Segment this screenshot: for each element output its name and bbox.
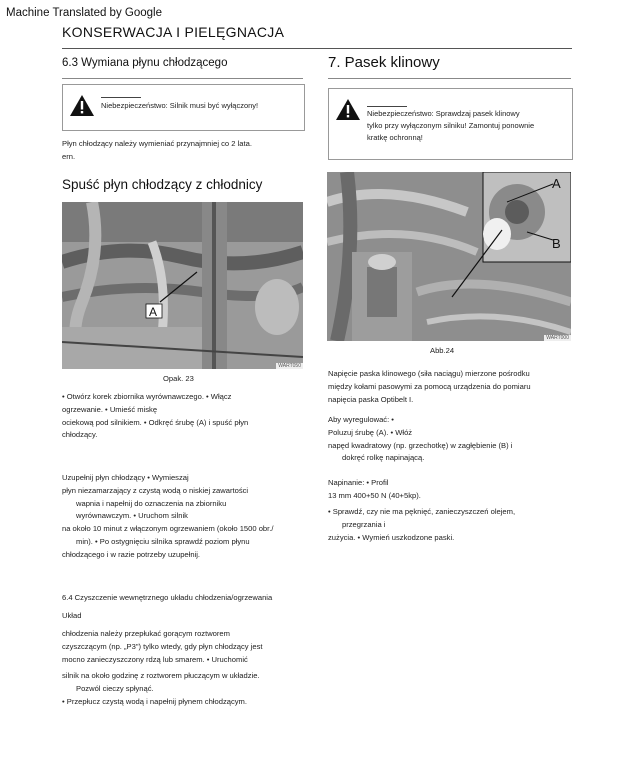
text-line: chłodzącego i w razie potrzeby uzupełnij. [62,549,201,559]
text-line: napięcia paska Optibelt I. [328,394,414,404]
paragraph-belt-tension [328,368,531,406]
text-line: • Otwórz korek zbiornika wyrównawczego. • Włącz [62,392,232,401]
text-line: tylko przy wyłączonym silniku! Zamontuj ponownie [367,121,535,130]
section-title-7: 7. Pasek klinowy [328,54,440,71]
photo-label-b: B [552,236,561,251]
photo-label-a: A [552,176,561,191]
radiator-photo-image [62,202,303,369]
warning-line [101,97,141,98]
photo-radiator-drain [62,202,303,369]
text-line: wyrównawczym. • Uruchom silnik [76,511,188,521]
text-line: Pozwól cieczy spłynąć. [76,684,154,694]
text-line: Płyn chłodzący należy wymieniać przynajmniej co 2 lata. [62,139,252,148]
text-line: Poluzuj śrubę (A). • Włóż [328,427,413,437]
text-line: między kołami pasowymi za pomocą urządzenia do pomiaru [328,381,531,391]
intro-paragraph [62,138,252,164]
text-line: płyn niezamarzający z czystą wodą o niskiej zawartości [62,485,249,495]
text-line: chłodzący. [62,430,98,440]
section-title-6-4: 6.4 Czyszczenie wewnętrznego układu chłodzenia/ogrzewania [62,593,273,602]
warning-triangle-icon [70,95,94,116]
text-line: na około 10 minut z włączonym ogrzewaniem (około 1500 obr./ [62,524,274,534]
section-title-6-3: 6.3 Wymiana płynu chłodzącego [62,57,228,69]
paragraph-drain-steps [62,391,248,442]
photo-tag: WART050 [278,363,301,369]
header-rule [62,48,572,49]
photo-v-belt [327,172,571,341]
text-line: mocno zanieczyszczony rdzą lub smarem. • Uruchomić [62,654,248,664]
caption-opak-23: Opak. 23 [163,374,194,383]
warning-box-left [62,84,305,131]
text-line: Napięcie paska klinowego (siła naciągu) mierzone pośrodku [328,369,530,378]
paragraph-refill-steps [62,472,273,562]
text-line: ogrzewanie. • Umieść miskę [62,404,158,414]
text-line: czyszczącym (np. „P3") tylko wtedy, gdy płyn chłodzący jest [62,641,263,651]
text-line: min). • Po ostygnięciu silnika sprawdź poziom płynu [76,536,250,546]
text-line: • Sprawdź, czy nie ma pęknięć, zanieczyszczeń olejem, [328,507,516,516]
subheading-drain: Spuść płyn chłodzący z chłodnicy [62,177,263,192]
text-line: zużycia. • Wymień uszkodzone paski. [328,532,455,542]
text-line: ociekową pod silnikiem. • Odkręć śrubę (A) i spuść płyn [62,417,249,427]
text-line: chłodzenia należy przepłukać gorącym roztworem [62,629,230,638]
text-line: wapnia i napełnij do oznaczenia na zbiorniku [76,498,227,508]
text-line: Napinanie: • Profil [328,478,389,487]
paragraph-inspect [328,506,515,544]
photo-label-a: A [149,305,158,319]
section-word-uklad: Układ [62,611,82,620]
paragraph-adjust [328,414,512,465]
text-line: silnik na około godzinę z roztworem płuczącym w układzie. [62,671,260,681]
warning-text [367,108,534,144]
text-line: 13 mm 400+50 N (40+5kp). [328,490,421,500]
paragraph-tensioning [328,477,421,503]
text-line: ern. [62,151,76,161]
text-line: napęd kwadratowy (np. grzechotkę) w zagłębienie (B) i [328,440,513,450]
text-line: Uzupełnij płyn chłodzący • Wymieszaj [62,473,189,482]
text-line: • Przepłucz czystą wodą i napełnij płynem chłodzącym. [62,696,247,706]
section-rule [62,78,303,79]
text-line: przegrzania i [342,519,386,529]
machine-translated-note: Machine Translated by Google [6,7,162,19]
warning-line [367,106,407,107]
page-header: KONSERWACJA I PIELĘGNACJA [62,24,285,40]
v-belt-photo-image [327,172,571,341]
caption-abb-24: Abb.24 [430,346,455,355]
warning-text: Niebezpieczeństwo: Silnik musi być wyłączony! [101,101,259,110]
photo-tag: WART000 [546,335,569,341]
text-line: kratkę ochronną! [367,133,423,142]
warning-box-right [328,88,573,160]
text-line: Niebezpieczeństwo: Sprawdzaj pasek klinowy [367,109,520,118]
text-line: dokręć rolkę napinającą. [342,453,425,463]
section-rule [328,78,571,79]
text-line: Aby wyregulować: • [328,415,394,424]
paragraph-cleaning [62,628,262,709]
warning-triangle-icon [336,99,360,120]
